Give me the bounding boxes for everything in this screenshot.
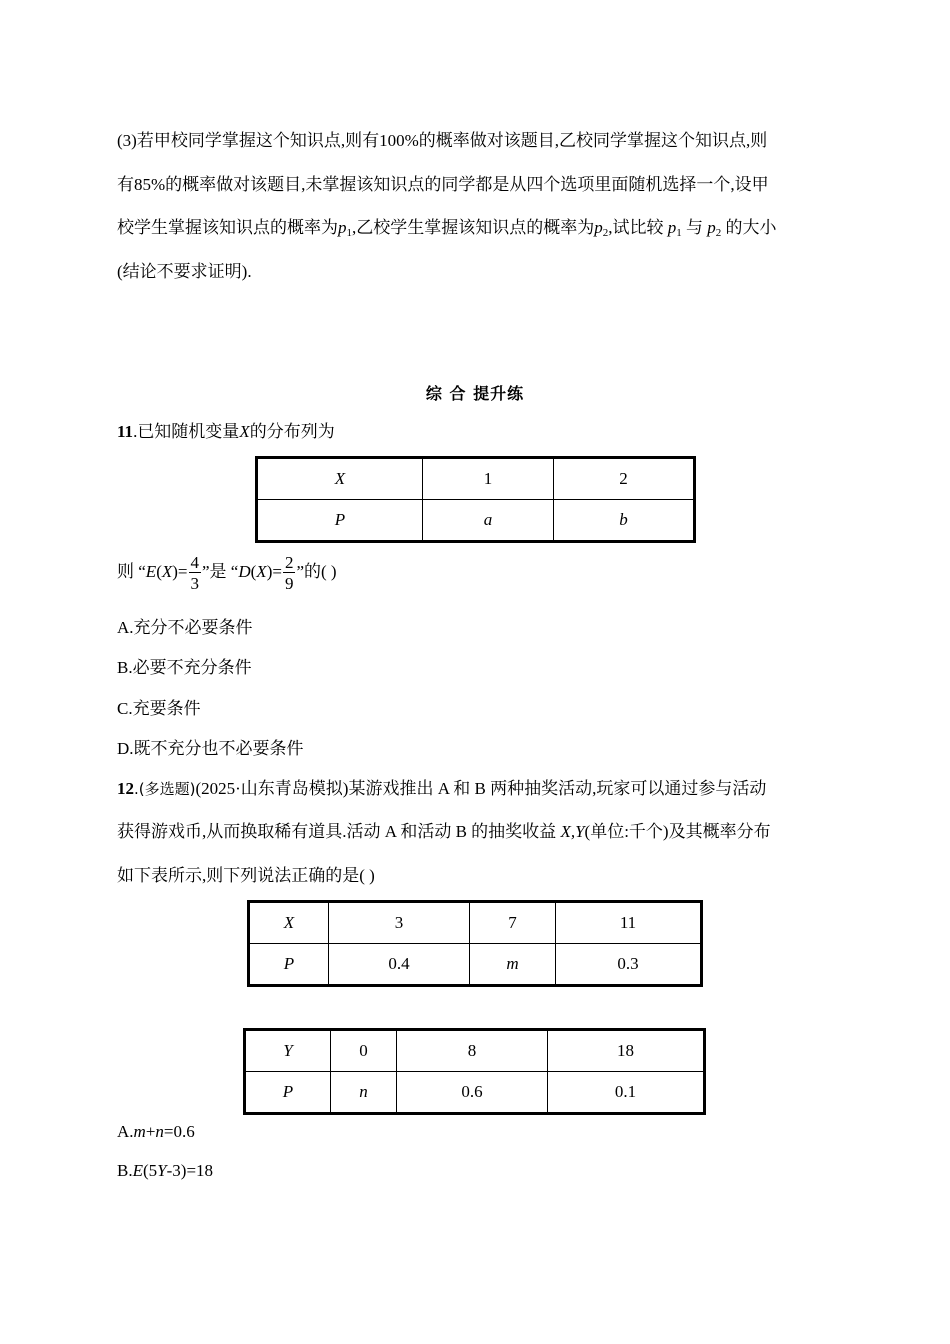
table-row bbox=[245, 1030, 705, 1072]
m-var: m bbox=[133, 1122, 146, 1141]
table-cell: 1 bbox=[423, 458, 554, 500]
table-cell: n bbox=[331, 1072, 397, 1114]
fraction-4-3 bbox=[189, 554, 202, 592]
text-span: )= bbox=[172, 562, 188, 581]
q12-line3: 如下表所示,则下列说法正确的是( ) bbox=[117, 866, 375, 885]
table-cell: a bbox=[423, 500, 554, 542]
table-cell: 18 bbox=[548, 1030, 705, 1072]
q11-option-a: A.充分不必要条件 bbox=[117, 618, 253, 637]
table-cell: Y bbox=[245, 1030, 331, 1072]
text-span: )= bbox=[266, 562, 282, 581]
n-var: n bbox=[155, 1122, 164, 1141]
q11-distribution-table bbox=[255, 456, 696, 543]
text-span: (2025·山东青岛模拟)某游戏推出 A 和 B 两种抽奖活动,玩家可以通过参与活动 bbox=[195, 779, 767, 798]
numerator: 4 bbox=[190, 553, 199, 573]
text-span: ,乙校学生掌握该知识点的概率为 bbox=[352, 218, 595, 237]
table-row bbox=[257, 500, 695, 542]
q12-x-distribution-table bbox=[247, 900, 703, 987]
q10-part3-line2: 有85%的概率做对该题目,未掌握该知识点的同学都是从四个选项里面随机选择一个,设甲 bbox=[117, 175, 769, 194]
subscript: 2 bbox=[602, 227, 609, 239]
table-cell: X bbox=[257, 458, 423, 500]
text-span: 获得游戏币,从而换取稀有道具.活动 A 和活动 B 的抽奖收益 bbox=[117, 822, 557, 841]
text-span: (单位:千个)及其概率分布 bbox=[584, 822, 771, 841]
q11-option-b: B.必要不充分条件 bbox=[117, 658, 252, 677]
text-span: 的分布列为 bbox=[249, 422, 335, 441]
table-row bbox=[257, 458, 695, 500]
y-var: Y bbox=[157, 1161, 167, 1180]
question-tag: .(多选题) bbox=[134, 780, 196, 798]
p-var: p bbox=[338, 218, 347, 237]
q12-line1 bbox=[117, 778, 766, 800]
q10-part3-line3 bbox=[117, 217, 777, 239]
text-span: =0.6 bbox=[163, 1122, 195, 1141]
text-span: A. bbox=[117, 1122, 134, 1141]
q11-option-c: C.充要条件 bbox=[117, 699, 201, 718]
subscript: 1 bbox=[346, 227, 352, 239]
p-var: p bbox=[707, 218, 716, 237]
x-var: X bbox=[256, 562, 267, 581]
table-cell: X bbox=[249, 902, 329, 944]
text-span: (5 bbox=[142, 1161, 158, 1180]
q11-stem bbox=[117, 421, 335, 443]
q12-y-distribution-table bbox=[243, 1028, 706, 1115]
text-span: + bbox=[145, 1122, 156, 1141]
table-cell: 0.3 bbox=[556, 944, 702, 986]
table-cell: P bbox=[249, 944, 329, 986]
text-span: ,试比较 bbox=[608, 218, 664, 237]
denominator: 3 bbox=[190, 574, 199, 594]
text-span: ”是 “ bbox=[202, 562, 239, 581]
table-cell: m bbox=[470, 944, 556, 986]
text-span: 则 “ bbox=[117, 562, 146, 581]
table-row bbox=[249, 944, 702, 986]
p-var: p bbox=[594, 218, 603, 237]
q11-condition bbox=[117, 552, 337, 592]
table-row bbox=[245, 1072, 705, 1114]
text-span: ( bbox=[250, 562, 257, 581]
text-span: 校学生掌握该知识点的概率为 bbox=[117, 218, 338, 237]
text-span: 与 bbox=[686, 218, 703, 237]
xy-vars: X,Y bbox=[560, 822, 585, 841]
q10-part3-line1: (3)若甲校同学掌握这个知识点,则有100%的概率做对该题目,乙校同学掌握这个知识点,则 bbox=[117, 131, 768, 150]
subscript: 2 bbox=[715, 227, 722, 239]
q10-part3-line4: (结论不要求证明). bbox=[117, 262, 252, 281]
e-var: E bbox=[145, 562, 157, 581]
denominator: 9 bbox=[284, 574, 294, 594]
numerator: 2 bbox=[284, 553, 294, 573]
q11-option-d: D.既不充分也不必要条件 bbox=[117, 739, 304, 758]
table-cell: 0.4 bbox=[329, 944, 470, 986]
table-cell: 3 bbox=[329, 902, 470, 944]
table-cell: 7 bbox=[470, 902, 556, 944]
table-cell: P bbox=[245, 1072, 331, 1114]
text-span: ”的( ) bbox=[296, 562, 337, 581]
d-var: D bbox=[238, 562, 251, 581]
text-span: 的大小 bbox=[725, 218, 777, 237]
text-span: ( bbox=[156, 562, 162, 581]
table-row bbox=[249, 902, 702, 944]
question-number: 12 bbox=[117, 779, 134, 798]
q12-line2 bbox=[117, 821, 771, 843]
table-cell: 0.1 bbox=[548, 1072, 705, 1114]
text-span: .已知随机变量 bbox=[133, 422, 240, 441]
e-var: E bbox=[132, 1161, 143, 1180]
x-var: X bbox=[239, 422, 250, 441]
fraction-2-9 bbox=[283, 554, 296, 592]
table-cell: b bbox=[554, 500, 695, 542]
q12-option-b bbox=[117, 1160, 213, 1182]
table-cell: 11 bbox=[556, 902, 702, 944]
x-var: X bbox=[161, 562, 173, 581]
q12-option-a bbox=[117, 1121, 195, 1143]
text-span: B. bbox=[117, 1161, 133, 1180]
table-cell: 8 bbox=[397, 1030, 548, 1072]
table-cell: 2 bbox=[554, 458, 695, 500]
text-span: -3)=18 bbox=[166, 1161, 214, 1180]
table-cell: 0 bbox=[331, 1030, 397, 1072]
table-cell: 0.6 bbox=[397, 1072, 548, 1114]
table-cell: P bbox=[257, 500, 423, 542]
p-var: p bbox=[667, 218, 677, 237]
subscript: 1 bbox=[676, 227, 682, 239]
section-title: 综 合 提升练 bbox=[425, 384, 525, 403]
question-number: 11 bbox=[117, 422, 134, 441]
